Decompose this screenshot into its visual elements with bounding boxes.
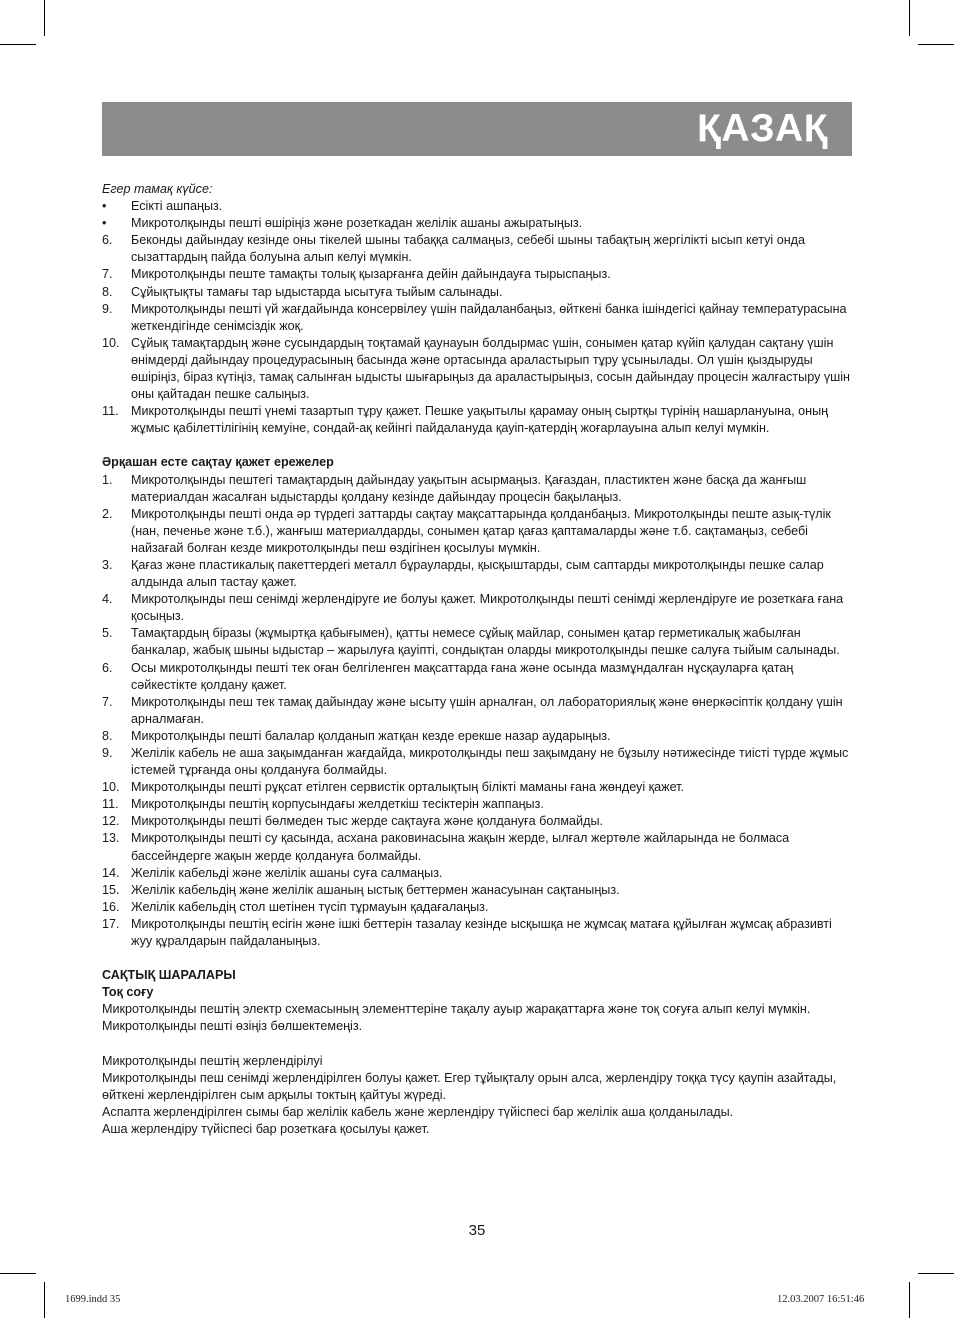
- grounding-paragraph: Микротолқынды пеш сенімді жерлендірілген болуы қажет. Егер тұйықталу орын алса, жерлендіру тоққа түсу қаупін азайтады, өйткені жерлендірілген сым арқылы токтың қайтуы жүреді.: [102, 1070, 837, 1102]
- list-item-number: 7.: [102, 267, 113, 282]
- section2-list: [102, 472, 854, 951]
- section3-paragraph: Микротолқынды пештің электр схемасының элементтеріне тақалу ауыр жарақаттарға және тоқ соғуға алып келуі мүмкін. Микротолқынды пешті өзіңіз бөлшектемеңіз.: [102, 1002, 811, 1034]
- list-item-text: Микротолқынды пешті рұқсат етілген сервистік орталықтың білікті маманы ғана жөндеуі қажет.: [131, 780, 685, 795]
- list-item: [102, 813, 854, 830]
- list-item-number: 6.: [102, 660, 113, 675]
- list-item: [102, 796, 854, 813]
- list-item-number: 12.: [102, 814, 120, 829]
- footer-file: 1699.indd 35: [65, 1294, 121, 1305]
- language-banner: [102, 102, 852, 156]
- list-item: [102, 745, 854, 779]
- list-item-number: 9.: [102, 301, 113, 316]
- list-item-text: Желілік кабельдің және желілік ашаның ыстық беттермен жанасуынан сақтаныңыз.: [131, 882, 620, 897]
- section3-subheading: Тоқ соғу: [102, 985, 154, 1000]
- list-item-text: Микротолқынды пешті үнемі тазартып тұру қажет. Пешке уақытылы қарамау оның сыртқы түрінің нашарлануына, оның жұмыс қабілеттілігінің кемуіне, сондай-ақ кейінгі пайдалануда қауіп-қатердің жоғарлауына алып келуі мүмкін.: [131, 404, 829, 436]
- section1-intro: Егер тамақ күйсе:: [102, 182, 213, 196]
- grounding-paragraph: Аша жерлендіру түйіспесі бар розеткаға қосылуы қажет.: [102, 1121, 430, 1136]
- crop-mark: [0, 1273, 36, 1274]
- list-item-number: •: [102, 216, 107, 231]
- list-item: [102, 660, 854, 694]
- list-item-number: •: [102, 199, 107, 214]
- list-item-text: Тамақтардың біразы (жұмыртқа қабығымен), қатты немесе сұйық майлар, сонымен қатар герметикалық жабылған банкалар, жабық шыны ыдыстар – жарылуға қауіпті, сондықтан оларды микротолқынды пешке салуға тыйым салынады.: [131, 626, 840, 658]
- list-item-text: Микротолқынды пештің корпусындағы желдеткіш тесіктерін жаппаңыз.: [131, 797, 544, 812]
- list-item-text: Микротолқынды пеште тамақты толық қызарғанға дейін дайындауға тырыспаңыз.: [131, 267, 611, 282]
- list-item: [102, 779, 854, 796]
- crop-mark: [44, 1282, 45, 1318]
- list-item-number: 15.: [102, 882, 120, 897]
- list-item-number: 1.: [102, 472, 113, 487]
- list-item: [102, 625, 854, 659]
- list-item: [102, 865, 854, 882]
- page-number: 35: [468, 1222, 486, 1239]
- list-item-text: Сұйықтықты тамағы тар ыдыстарда ысытуға тыйым салынады.: [131, 284, 503, 299]
- section1-list: [102, 198, 854, 437]
- list-item-number: 5.: [102, 626, 113, 641]
- list-item-text: Микротолқынды пеш сенімді жерлендіруге ие болуы қажет. Микротолқынды пешті сенімді жерлендіруге ие розеткаға ғана қосыңыз.: [131, 592, 844, 624]
- list-item-text: Микротолқынды пешті су қасында, асхана раковинасына жақын жерде, ылғал жертөле жайларында не болмаса бассейндерге жақын жерде қолдануға болмайды.: [131, 831, 790, 863]
- list-item-number: 11.: [102, 404, 119, 419]
- list-item: [102, 198, 854, 215]
- list-item: [102, 506, 854, 557]
- list-item-number: 14.: [102, 865, 120, 880]
- section2-heading: Әрқашан есте сақтау қажет ережелер: [102, 455, 334, 470]
- list-item-number: 3.: [102, 557, 113, 572]
- page-content: [102, 181, 854, 1138]
- list-item: [102, 335, 854, 403]
- list-item-number: 17.: [102, 916, 120, 931]
- list-item: [102, 557, 854, 591]
- list-item-text: Микротолқынды пешті үй жағдайында консервілеу үшін пайдаланбаңыз, өйткені банка ішіндегісі қайнау температурасына жеткендігінде сенімсіздік жоқ.: [131, 301, 847, 333]
- list-item-text: Осы микротолқынды пешті тек оған белгіленген мақсаттарда ғана және осында мазмұндалған нұсқауларға қатаң сәйкестікте қолдану қажет.: [131, 660, 794, 692]
- list-item: [102, 472, 854, 506]
- list-item: [102, 232, 854, 266]
- list-item-text: Желілік кабель не аша зақымданған жағдайда, микротолқынды пеш зақымдану не бұзылу нәтижесінде тиісті түрде жұмыс істемей тұрғанда оны қолдануға болмайды.: [131, 746, 849, 778]
- list-item-number: 6.: [102, 233, 113, 248]
- list-item-text: Беконды дайындау кезінде оны тікелей шыны табаққа салмаңыз, себебі шыны табақтың жергілікті ысып кетуі онда сызаттардың пайда болуына алып келуі мүмкін.: [131, 233, 806, 265]
- list-item: [102, 728, 854, 745]
- section3-heading: САҚТЫҚ ШАРАЛАРЫ: [102, 968, 236, 983]
- list-item: [102, 403, 854, 437]
- grounding-subheading: Микротолқынды пештің жерлендірілуі: [102, 1053, 323, 1068]
- list-item-number: 13.: [102, 831, 120, 846]
- grounding-paragraph: Аспапта жерлендірілген сымы бар желілік кабель және жерлендіру түйіспесі бар желілік аша қолданылады.: [102, 1104, 734, 1119]
- list-item-number: 2.: [102, 506, 113, 521]
- crop-mark: [44, 0, 45, 36]
- list-item: [102, 694, 854, 728]
- list-item-text: Микротолқынды пештегі тамақтардың дайындау уақытын асырмаңыз. Қағаздан, пластиктен және басқа да жанғыш материалдан жасалған ыдыстарды қолдану кезінде дайындау процесін бақылаңыз.: [131, 472, 807, 504]
- list-item: [102, 830, 854, 864]
- list-item-text: Желілік кабельдің стол шетінен түсіп тұрмауын қадағалаңыз.: [131, 899, 489, 914]
- crop-mark: [918, 44, 954, 45]
- crop-mark: [918, 1273, 954, 1274]
- list-item-text: Есікті ашпаңыз.: [131, 199, 223, 214]
- list-item-number: 16.: [102, 899, 120, 914]
- list-item-number: 7.: [102, 694, 113, 709]
- list-item-text: Микротолқынды пешті балалар қолданып жатқан кезде ерекше назар аударыңыз.: [131, 728, 611, 743]
- list-item: [102, 591, 854, 625]
- list-item: [102, 899, 854, 916]
- list-item-number: 8.: [102, 284, 113, 299]
- list-item-number: 9.: [102, 746, 113, 760]
- list-item-number: 10.: [102, 335, 120, 350]
- list-item-text: Микротолқынды пештің есігін және ішкі беттерін тазалау кезінде ысқышқа не жұмсақ матаға құйылған жұмсақ абразивті жуу құралдарын пайдаланыңыз.: [131, 916, 832, 949]
- list-item-text: Микротолқынды пешті өшіріңіз және розеткадан желілік ашаны ажыратыңыз.: [131, 216, 583, 231]
- list-item: [102, 266, 854, 283]
- list-item-text: Микротолқынды пешті бөлмеден тыс жерде сақтауға және қолдануға болмайды.: [131, 814, 603, 829]
- crop-mark: [0, 44, 36, 45]
- list-item-text: Микротолқынды пешті онда әр түрдегі заттарды сақтау мақсаттарында қолданбаңыз. Микротолқынды пеште азық-түлік (нан, печенье және т.б.), жанғыш материалдарды, сонымен қатар қағаз қаптамаларды және т.б. сақтамаңыз, себебі найзағай болған кезде микротолқынды пеш өздігінен қосылуы мүмкін.: [131, 506, 831, 555]
- list-item-number: 8.: [102, 728, 113, 743]
- list-item-text: Қағаз және пластикалық пакеттердегі металл бұрауларды, қысқыштарды, сым саптарды микротолқынды пешке салар алдында алып тастау қажет.: [131, 557, 824, 590]
- list-item-text: Микротолқынды пеш тек тамақ дайындау және ысыту үшін арналған, ол лабораториялық және өнеркәсіптік қолдану үшін арналмаған.: [131, 694, 843, 726]
- list-item: [102, 882, 854, 899]
- list-item: [102, 916, 854, 950]
- language-title: ҚАЗАҚ: [697, 107, 828, 150]
- list-item-number: 11.: [102, 797, 119, 812]
- crop-mark: [909, 0, 910, 36]
- list-item: [102, 284, 854, 301]
- list-item-text: Сұйық тамақтардың және сусындардың тоқтамай қаунауын болдырмас үшін, сонымен қатар күйіп қалудан сақтану үшін өнімдерді дайындау процедурасының басында және ортасында араластырып тұру ұсынылады. Ол үшін қыздыруды өшіріңіз, біраз күтіңіз, тамақ салынған ыдысты шығарыңыз да араластырыңыз, сосын дайындау процесін жалғастыру үшін оны қайтадан пешке салыңыз.: [131, 335, 851, 402]
- list-item-text: Желілік кабельді және желілік ашаны суға салмаңыз.: [131, 865, 443, 880]
- crop-mark: [909, 1282, 910, 1318]
- footer-datetime: 12.03.2007 16:51:46: [777, 1294, 865, 1305]
- list-item-number: 10.: [102, 780, 120, 795]
- list-item: [102, 301, 854, 335]
- list-item-number: 4.: [102, 592, 113, 607]
- list-item: [102, 215, 854, 232]
